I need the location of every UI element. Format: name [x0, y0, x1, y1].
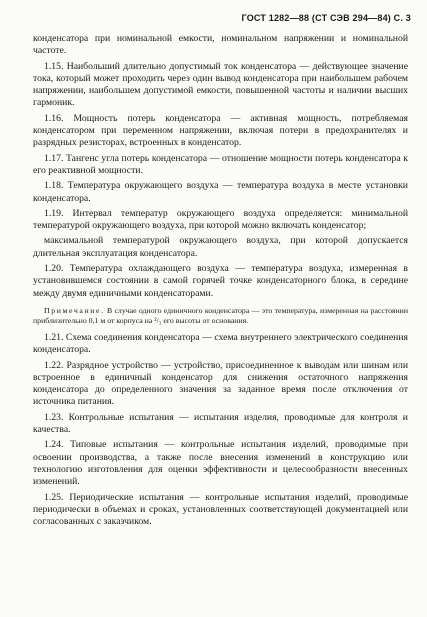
paragraph-1-15: 1.15. Наибольший длительно допустимый ток конденсатора — действующее значение тока, который может проходить через один вывод конденсатора при наибольшем рабочем напряжении, наибольшем допустимой емкости, повышенной частоты и наличии высших гармоник.: [33, 60, 408, 109]
paragraph-1-25: 1.25. Периодические испытания — контрольные испытания изделий, проводимые периодически в объемах и сроках, установленных соответствующей документацией или согласованных с заказчиком.: [33, 491, 408, 528]
note: [33, 306, 408, 326]
paragraph-1-19: 1.19. Интервал температур окружающего воздуха определяется: минимальной температурой окружающего воздуха, при которой можно включать конденсатор;: [33, 207, 408, 232]
paragraph-1-21: 1.21. Схема соединения конденсатора — схема внутреннего электрического соединения конденсатора.: [33, 331, 408, 356]
paragraph-1-24: 1.24. Типовые испытания — контрольные испытания изделий, проводимые при освоении производства, а также после внесения изменений в конструкцию или технологию изготовления для оценки эффективности и целесообразности внесенных изменений.: [33, 439, 408, 488]
paragraph-1-20: 1.20. Температура охлаждающего воздуха — температура воздуха, измеренная в установившемся состоянии в самой горячей точке конденсаторного блока, в середине между двумя единичными конденсаторами.: [33, 263, 408, 299]
paragraph-1-16: 1.16. Мощность потерь конденсатора — активная мощность, потребляемая конденсатором при переменном напряжении, включая потери в предохранителях и разрядных резисторах, встроенных в конденсатор.: [33, 112, 408, 149]
document-body: [33, 33, 408, 531]
note-text: В случае одного единичного конденсатора — это температура, измеренная на расстоянии приблизительно 0,1 м от корпуса на ²/₃ его высоты от основания.: [33, 305, 408, 325]
note-label: Примечание.: [44, 305, 105, 315]
paragraph-1-19-max: максимальной температурой окружающего воздуха, при которой допускается длительная эксплуатация конденсатора.: [33, 235, 408, 259]
paragraph-1-22: 1.22. Разрядное устройство — устройство, присоединенное к выводам или шинам или встроенное в единичный конденсатор для снижения остаточного напряжения конденсатора до определенного значения за заданное время после отключения от источника питания.: [33, 359, 408, 408]
page-header: ГОСТ 1282—88 (СТ СЭВ 294—84) С. 3: [241, 13, 411, 23]
paragraph-1-23: 1.23. Контрольные испытания — испытания изделия, проводимые для контроля и качества.: [33, 411, 408, 436]
paragraph-1-17: 1.17. Тангенс угла потерь конденсатора — отношение мощности потерь конденсатора к его реактивной мощности.: [33, 152, 408, 176]
paragraph-continuation: конденсатора при номинальной емкости, номинальном напряжении и номинальной частоте.: [33, 33, 408, 57]
paragraph-1-18: 1.18. Температура окружающего воздуха — температура воздуха в месте установки конденсатора.: [33, 180, 408, 204]
